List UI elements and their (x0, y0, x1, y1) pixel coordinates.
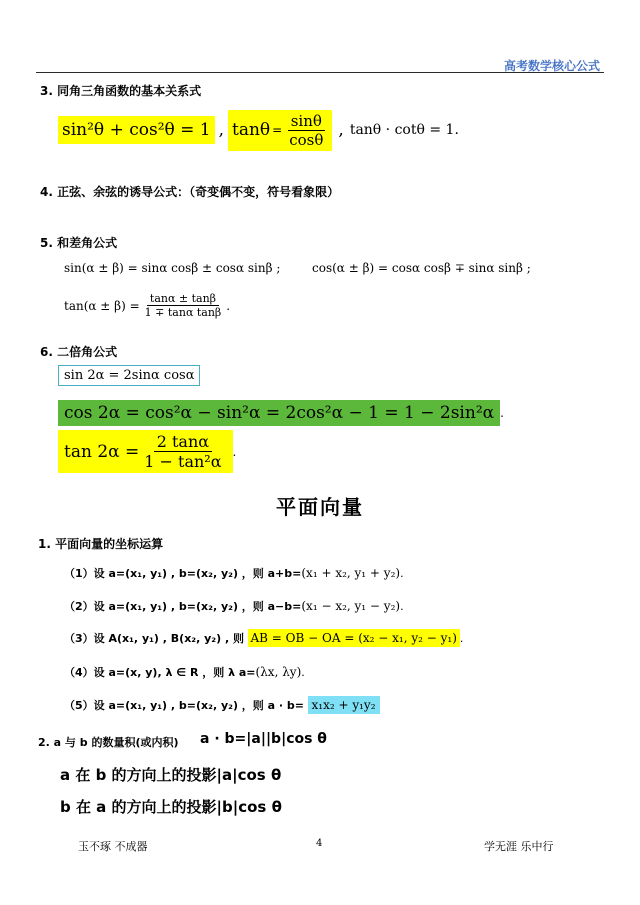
section6-heading: 6. 二倍角公式 (40, 345, 118, 359)
tan-sum-formula (64, 292, 230, 319)
section3-formula-row (58, 108, 459, 152)
footer-right-motto: 学无涯 乐中行 (484, 840, 554, 853)
op-end: . (400, 600, 404, 613)
op-end: . (459, 632, 464, 645)
dot-product-formula: a · b=|a||b|cos θ (200, 731, 327, 747)
vector-op-2 (64, 598, 404, 614)
projection-a-on-b: a 在 b 的方向上的投影|a|cos θ (60, 766, 282, 784)
tan-fraction-numerator: sinθ (288, 112, 325, 131)
tan-sum-fraction (142, 292, 225, 319)
tan-double-angle-row (58, 430, 236, 473)
vector-op-4 (64, 664, 305, 680)
tan-sum-left: tan(α ± β) = (64, 298, 140, 313)
tan-sum-denominator: 1 ∓ tanα tanβ (144, 306, 222, 320)
tan-double-fraction (141, 432, 224, 471)
op-expr: (x₁ + x₂, y₁ + y₂) (301, 566, 401, 580)
period: . (232, 444, 237, 459)
section4-heading: 4. 正弦、余弦的诱导公式：（奇变偶不变，符号看象限） (40, 185, 340, 199)
vector-op-1 (64, 565, 404, 581)
header-rule (36, 72, 604, 73)
cos-double-angle-row (58, 400, 504, 426)
equals-sign: = (272, 123, 283, 137)
op-expr-highlighted: AB = OB − OA = (x₂ − x₁, y₂ − y₁) (248, 629, 460, 647)
section3-heading: 3. 同角三角函数的基本关系式 (40, 84, 202, 98)
sin-double-angle: sin 2α = 2sinα cosα (58, 365, 200, 386)
tan-double-left: tan 2α = (64, 441, 140, 462)
tan-double-angle (58, 430, 233, 473)
op-expr-highlighted: x₁x₂ + y₁y₂ (308, 696, 380, 714)
op-prefix: （5）设 a=(x₁, y₁) , b=(x₂, y₂) ，则 a · b= (64, 699, 304, 712)
header-title: 高考数学核心公式 (503, 59, 600, 73)
op-end: . (400, 567, 404, 580)
tan-left: tanθ (232, 120, 271, 140)
period: . (226, 298, 231, 313)
period: . (500, 406, 504, 420)
tan-double-numerator: 2 tanα (154, 432, 212, 452)
section5-heading: 5. 和差角公式 (40, 236, 118, 250)
vectors-title: 平面向量 (276, 495, 364, 519)
tan-cot-identity: tanθ · cotθ = 1. (349, 122, 459, 138)
op-prefix: （4）设 a=(x, y), λ ∈ R ，则 λ a= (64, 666, 256, 679)
vector-op-5 (64, 697, 380, 713)
op-prefix: （1）设 a=(x₁, y₁) , b=(x₂, y₂) ，则 a+b= (64, 567, 302, 580)
page-number: 4 (316, 838, 323, 849)
footer-left-motto: 玉不琢 不成器 (78, 840, 148, 853)
tan-sum-numerator: tanα ± tanβ (147, 292, 219, 306)
tan-quotient-identity (228, 110, 332, 151)
cos-sum-formula: cos(α ± β) = cosα cosβ ∓ sinα sinβ ; (312, 261, 531, 275)
separator: , (218, 120, 225, 140)
sin-sum-formula: sin(α ± β) = sinα cosβ ± cosα sinβ ; (64, 261, 281, 275)
tan-double-denominator: 1 − tan²α (144, 452, 222, 472)
op-expr: (x₁ − x₂, y₁ − y₂) (301, 599, 401, 613)
vector-op-3 (64, 630, 463, 646)
op-prefix: （2）设 a=(x₁, y₁) , b=(x₂, y₂) ，则 a−b= (64, 600, 302, 613)
projection-b-on-a: b 在 a 的方向上的投影|b|cos θ (60, 798, 282, 816)
cos-double-angle: cos 2α = cos²α − sin²α = 2cos²α − 1 = 1 − 2sin²α (58, 400, 500, 426)
tan-fraction (286, 112, 326, 149)
op-end: . (301, 666, 305, 679)
op-prefix: （3）设 A(x₁, y₁) , B(x₂, y₂) , 则 (64, 632, 244, 645)
separator: , (338, 120, 344, 140)
vectors-s1-heading: 1. 平面向量的坐标运算 (38, 537, 164, 551)
tan-fraction-denominator: cosθ (289, 130, 324, 149)
pythagorean-identity: sin²θ + cos²θ = 1 (58, 116, 215, 144)
vectors-s2-heading: 2. a 与 b 的数量积(或内积) (38, 736, 179, 749)
op-expr: (λx, λy) (255, 665, 302, 679)
